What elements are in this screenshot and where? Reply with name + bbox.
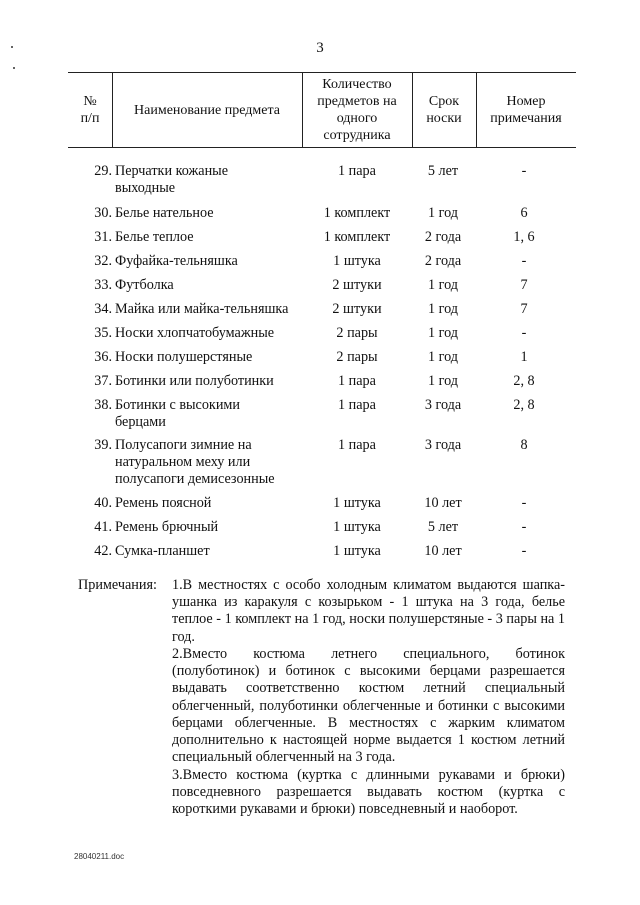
item-name: Сумка-планшет bbox=[115, 543, 210, 559]
table-header bbox=[68, 72, 576, 148]
row-number: 34. bbox=[94, 301, 112, 317]
item-quantity: 1 комплект bbox=[323, 205, 391, 221]
item-name: Футболка bbox=[115, 277, 174, 293]
item-name: Белье теплое bbox=[115, 229, 194, 245]
wear-term: 2 года bbox=[424, 253, 462, 269]
note-number: - bbox=[521, 495, 527, 511]
item-quantity: 1 штука bbox=[333, 253, 381, 269]
item-name: Ремень поясной bbox=[115, 495, 212, 511]
file-name: 28040211.doc bbox=[74, 852, 125, 861]
item-name: Фуфайка-тельняшка bbox=[115, 253, 238, 269]
wear-term: 5 лет bbox=[427, 519, 459, 535]
item-quantity: 1 пара bbox=[338, 373, 376, 389]
item-quantity: 1 штука bbox=[333, 519, 381, 535]
note-number: - bbox=[521, 163, 527, 179]
row-number: 42. bbox=[94, 543, 112, 559]
note-item: 3.Вместо костюма (куртка с длинными рукавами и брюки) повседневного разрешается выдавать костюм (куртка с короткими рукавами и брюки) повседневный и наоборот. bbox=[172, 767, 565, 818]
item-quantity: 1 пара bbox=[338, 163, 376, 179]
item-name: Носки хлопчатобумажные bbox=[115, 325, 275, 341]
row-number: 33. bbox=[94, 277, 112, 293]
row-number: 36. bbox=[94, 349, 112, 365]
wear-term: 1 год bbox=[427, 325, 458, 341]
wear-term: 10 лет bbox=[424, 543, 462, 559]
row-number: 39. bbox=[94, 437, 112, 453]
wear-term: 1 год bbox=[427, 373, 458, 389]
item-quantity: 2 пары bbox=[336, 349, 378, 365]
note-number: - bbox=[521, 253, 527, 269]
page-number: 3 bbox=[316, 40, 324, 56]
row-number: 31. bbox=[94, 229, 112, 245]
row-number: 29. bbox=[94, 163, 112, 179]
item-quantity: 2 штуки bbox=[332, 301, 382, 317]
note-number: 8 bbox=[520, 437, 528, 453]
item-name: Полусапоги зимние на натуральном меху или полусапоги демисезонные bbox=[115, 437, 275, 487]
wear-term: 3 года bbox=[424, 437, 462, 453]
note-number: - bbox=[521, 543, 527, 559]
wear-term: 2 года bbox=[424, 229, 462, 245]
header-note: Номер примечания bbox=[490, 94, 562, 126]
wear-term: 1 год bbox=[427, 349, 458, 365]
item-quantity: 1 пара bbox=[338, 397, 376, 413]
note-number: 2, 8 bbox=[513, 373, 535, 389]
item-quantity: 1 пара bbox=[338, 437, 376, 453]
row-number: 38. bbox=[94, 397, 112, 413]
wear-term: 3 года bbox=[424, 397, 462, 413]
note-number: 7 bbox=[520, 277, 528, 293]
item-name: Носки полушерстяные bbox=[115, 349, 253, 365]
wear-term: 10 лет bbox=[424, 495, 462, 511]
row-number: 37. bbox=[94, 373, 112, 389]
note-number: - bbox=[521, 519, 527, 535]
row-number: 41. bbox=[94, 519, 112, 535]
items-table bbox=[68, 72, 576, 148]
item-quantity: 1 штука bbox=[333, 543, 381, 559]
header-name: Наименование предмета bbox=[134, 102, 280, 118]
note-item: 2.Вместо костюма летнего специального, ботинок (полуботинок) и ботинок с высокими берцами разрешается выдавать соответственно костюм летний специальный облегченный, полуботинки облегченные и ботинки с высокими берцами облегченные. В местностях с жарким климатом дополнительно к настоящей норме выдается 1 костюм летний специальный облегченный на 3 года. bbox=[172, 646, 565, 766]
item-quantity: 2 штуки bbox=[332, 277, 382, 293]
item-quantity: 2 пары bbox=[336, 325, 378, 341]
item-name: Майка или майка-тельняшка bbox=[115, 301, 289, 317]
note-number: 1, 6 bbox=[513, 229, 535, 245]
row-number: 35. bbox=[94, 325, 112, 341]
row-number: 32. bbox=[94, 253, 112, 269]
header-term: Срок носки bbox=[426, 94, 462, 126]
note-item: 1.В местностях с особо холодным климатом выдаются шапка-ушанка из каракуля с козырьком - 1 штука на 3 года, белье теплое - 1 комплект на 1 год, носки полушерстяные - 3 пары на 1 год. bbox=[172, 577, 565, 645]
wear-term: 1 год bbox=[427, 301, 458, 317]
row-number: 30. bbox=[94, 205, 112, 221]
wear-term: 1 год bbox=[427, 277, 458, 293]
note-number: - bbox=[521, 325, 527, 341]
header-num: № п/п bbox=[80, 94, 100, 126]
scan-mark bbox=[11, 46, 13, 48]
row-number: 40. bbox=[94, 495, 112, 511]
item-quantity: 1 комплект bbox=[323, 229, 391, 245]
header-qty: Количество предметов на одного сотрудника bbox=[317, 77, 397, 143]
note-number: 6 bbox=[520, 205, 528, 221]
scan-mark bbox=[13, 67, 15, 69]
note-number: 2, 8 bbox=[513, 397, 535, 413]
note-number: 7 bbox=[520, 301, 528, 317]
item-name: Ремень брючный bbox=[115, 519, 219, 535]
item-name: Перчатки кожаные выходные bbox=[115, 163, 229, 196]
item-name: Ботинки с высокими берцами bbox=[115, 397, 240, 430]
item-quantity: 1 штука bbox=[333, 495, 381, 511]
wear-term: 5 лет bbox=[427, 163, 459, 179]
wear-term: 1 год bbox=[427, 205, 458, 221]
item-name: Ботинки или полуботинки bbox=[115, 373, 274, 389]
note-number: 1 bbox=[520, 349, 528, 365]
item-name: Белье нательное bbox=[115, 205, 214, 221]
notes-label: Примечания: bbox=[78, 577, 157, 593]
